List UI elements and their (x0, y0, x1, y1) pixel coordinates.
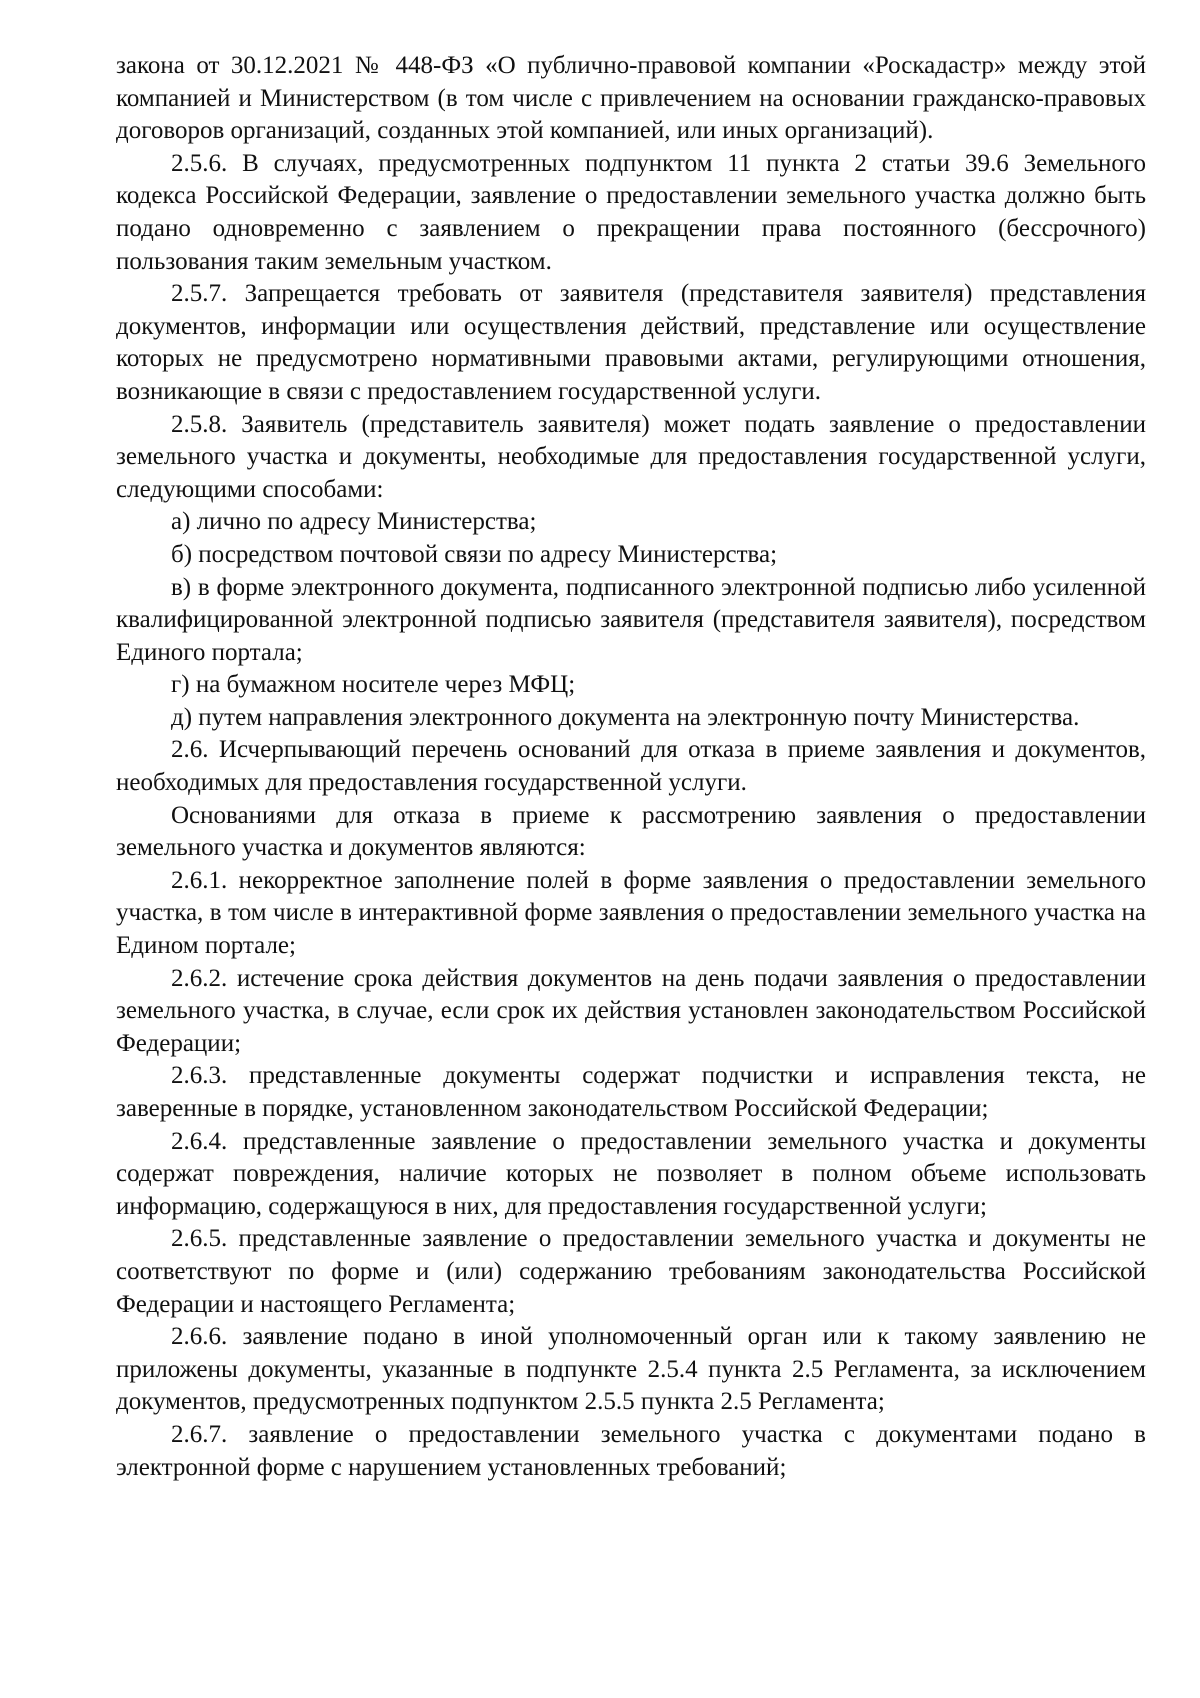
list-item-b: б) посредством почтовой связи по адресу Министерства; (171, 540, 778, 568)
paragraph-grounds-intro: Основаниями для отказа в приеме к рассмотрению заявления о предоставлении земельного участка и документов являются: (116, 801, 1146, 862)
list-item-g: г) на бумажном носителе через МФЦ; (171, 671, 576, 699)
paragraph-2-6-7: 2.6.7. заявление о предоставлении земельного участка с документами подано в электронной форме с нарушением установленных требований; (116, 1420, 1146, 1481)
paragraph-2-6-5: 2.6.5. представленные заявление о предоставлении земельного участка и документы не соответствуют по форме и (или) содержанию требованиям законодательства Российской Федерации и настоящего Регламента; (116, 1225, 1146, 1318)
paragraph-2-6-2: 2.6.2. истечение срока действия документов на день подачи заявления о предоставлении земельного участка, в случае, если срок их действия установлен законодательством Российской Федерации; (116, 964, 1146, 1057)
list-item-d: д) путем направления электронного документа на электронную почту Министерства. (171, 703, 1080, 731)
list-item-a: а) лично по адресу Министерства; (171, 508, 537, 536)
paragraph-2-6-3: 2.6.3. представленные документы содержат подчистки и исправления текста, не заверенные в порядке, установленном законодательством Российской Федерации; (116, 1062, 1146, 1122)
paragraph-2-5-8: 2.5.8. Заявитель (представитель заявителя) может подать заявление о предоставлении земельного участка и документы, необходимые для предоставления государственной услуги, следующими способами: (116, 410, 1146, 503)
paragraph-2-6: 2.6. Исчерпывающий перечень оснований для отказа в приеме заявления и документов, необходимых для предоставления государственной услуги. (116, 736, 1146, 797)
document-body (116, 50, 1146, 1484)
paragraph-2-6-1: 2.6.1. некорректное заполнение полей в форме заявления о предоставлении земельного участка, в том числе в интерактивной форме заявления о предоставлении земельного участка на Едином портале; (116, 866, 1146, 960)
list-item-v: в) в форме электронного документа, подписанного электронной подписью либо усиленной квалифицированной электронной подписью заявителя (представителя заявителя), посредством Единого портала; (116, 573, 1146, 666)
paragraph-2-5-7: 2.5.7. Запрещается требовать от заявителя (представителя заявителя) представления документов, информации или осуществления действий, представление или осуществление которых не предусмотрено нормативными правовыми актами, регулирующими отношения, возникающие в связи с предоставлением государственной услуги. (116, 280, 1146, 405)
paragraph-2-6-4: 2.6.4. представленные заявление о предоставлении земельного участка и документы содержат повреждения, наличие которых не позволяет в полном объеме использовать информацию, содержащуюся в них, для предоставления государственной услуги; (116, 1127, 1146, 1220)
paragraph-2-5-6: 2.5.6. В случаях, предусмотренных подпунктом 11 пункта 2 статьи 39.6 Земельного кодекса Российской Федерации, заявление о предоставлении земельного участка должно быть подано одновременно с заявлением о прекращении права постоянного (бессрочного) пользования таким земельным участком. (116, 149, 1146, 275)
paragraph-law-continuation: закона от 30.12.2021 № 448-ФЗ «О публично-правовой компании «Роскадастр» между этой компанией и Министерством (в том числе с привлечением на основании гражданско-правовых договоров организаций, созданных этой компанией, или иных организаций). (116, 52, 1146, 145)
paragraph-2-6-6: 2.6.6. заявление подано в иной уполномоченный орган или к такому заявлению не приложены документы, указанные в подпункте 2.5.4 пункта 2.5 Регламента, за исключением документов, предусмотренных подпунктом 2.5.5 пункта 2.5 Регламента; (116, 1323, 1146, 1416)
